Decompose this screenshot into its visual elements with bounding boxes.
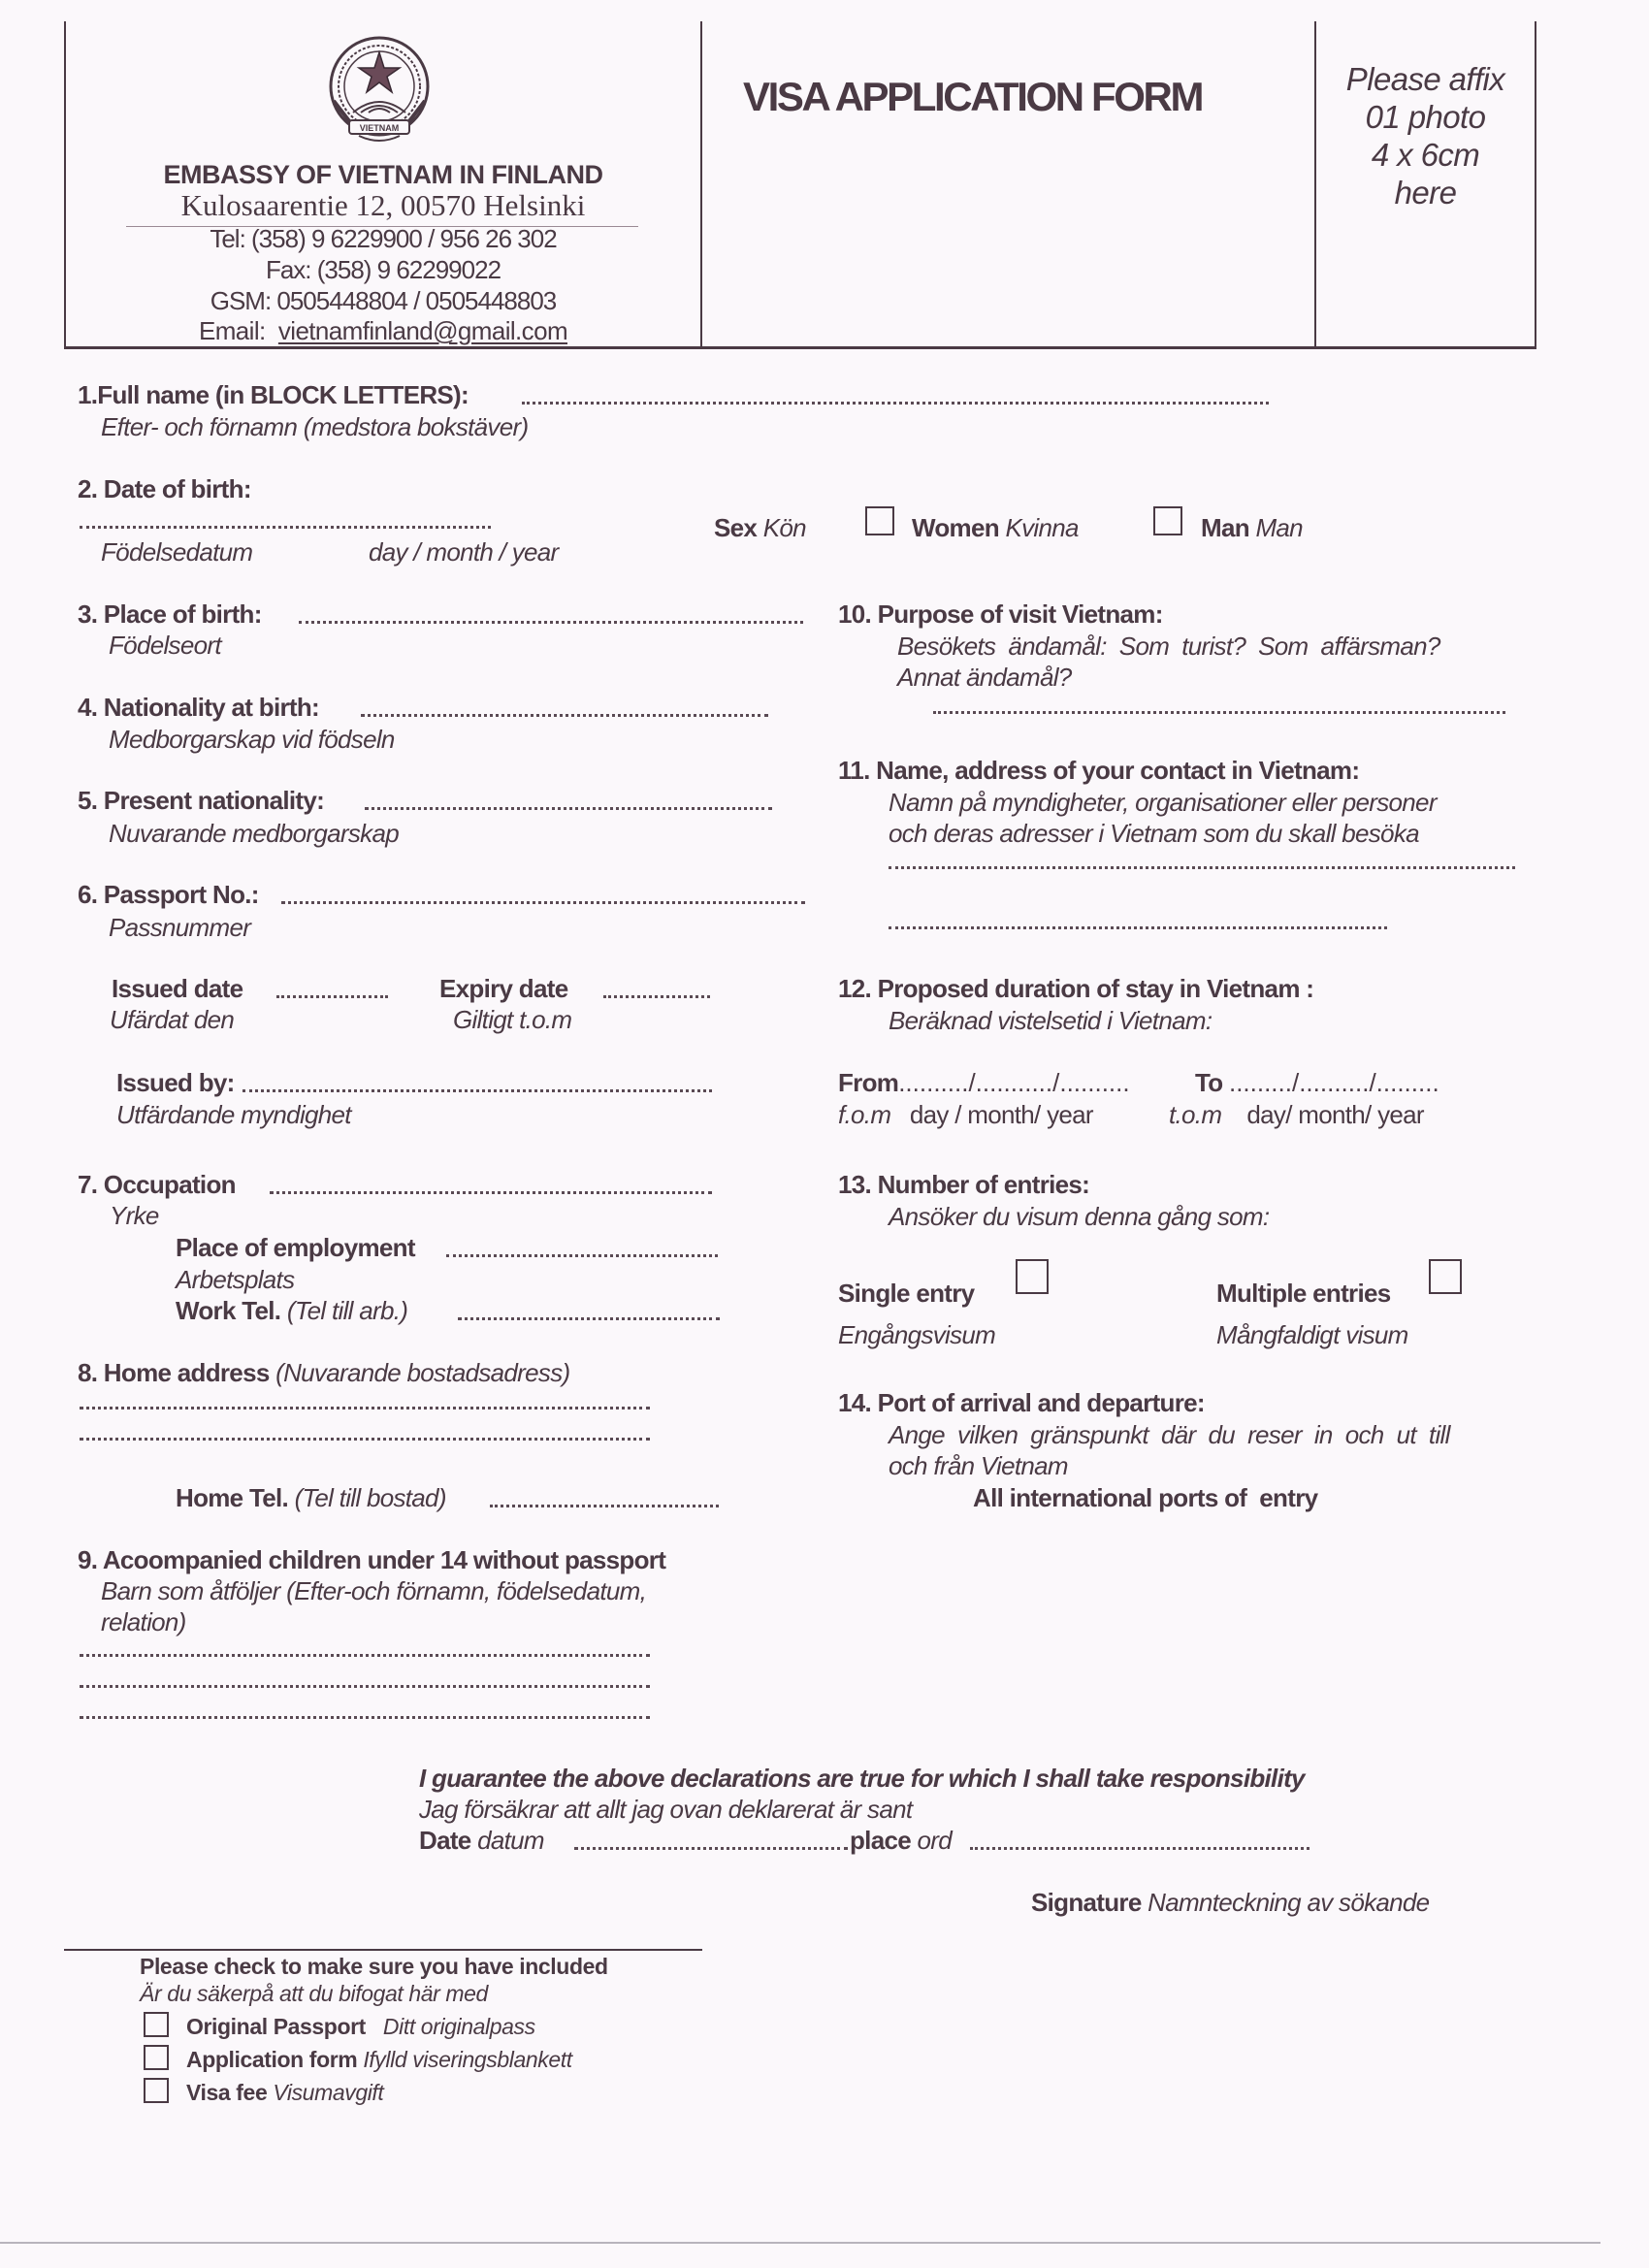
duration-to-row — [1195, 1068, 1439, 1097]
email-link[interactable]: vietnamfinland@gmail.com — [277, 316, 567, 345]
issued-by-input[interactable] — [242, 1089, 712, 1092]
signature-label: Signature — [1031, 1888, 1142, 1917]
dob-format: day / month / year — [369, 537, 559, 567]
work-tel-input[interactable] — [458, 1317, 720, 1320]
photo-note-line: Please affix — [1345, 61, 1505, 97]
application-form-checkbox[interactable] — [144, 2045, 169, 2070]
photo-note — [1316, 60, 1535, 211]
checklist-item — [186, 2080, 383, 2106]
multiple-entries-label: Multiple entries — [1216, 1279, 1391, 1308]
port-value: All international ports of entry — [973, 1483, 1318, 1512]
home-address-input-1[interactable] — [80, 1407, 650, 1409]
children-label: 9. Acoompanied children under 14 without passport — [78, 1545, 666, 1574]
single-entry-label: Single entry — [838, 1279, 975, 1308]
expiry-date-sub: Giltigt t.o.m — [453, 1005, 572, 1034]
purpose-label: 10. Purpose of visit Vietnam: — [838, 599, 1163, 629]
issued-date-input[interactable] — [276, 995, 388, 998]
signature-row — [1031, 1888, 1429, 1917]
header-divider-1 — [700, 21, 702, 349]
man-option — [1201, 513, 1303, 542]
occupation-input[interactable] — [270, 1191, 712, 1194]
duration-sub: Beräknad vistelsetid i Vietnam: — [889, 1006, 1212, 1035]
sex-label: Sex — [714, 513, 758, 542]
duration-from-row — [838, 1068, 1130, 1097]
contact-sub-2: och deras adresser i Vietnam som du skall besöka — [889, 819, 1419, 848]
declaration-date-input[interactable] — [574, 1847, 848, 1850]
entries-sub: Ansöker du visum denna gång som: — [889, 1202, 1270, 1231]
purpose-input[interactable] — [933, 711, 1505, 714]
tom-label: t.o.m — [1169, 1100, 1222, 1129]
work-tel-row — [176, 1296, 407, 1325]
port-label: 14. Port of arrival and departure: — [838, 1388, 1205, 1417]
dob-label: 2. Date of birth: — [78, 474, 251, 503]
nationality-birth-sub: Medborgarskap vid födseln — [109, 725, 395, 754]
photo-note-line: 01 photo — [1365, 99, 1486, 135]
contact-label: 11. Name, address of your contact in Vietnam: — [838, 756, 1360, 785]
contact-input-1[interactable] — [889, 866, 1515, 869]
photo-note-line: here — [1394, 175, 1457, 211]
national-emblem-icon — [324, 33, 435, 149]
email-label: Email: — [198, 316, 266, 345]
multiple-entries-checkbox[interactable] — [1429, 1259, 1462, 1294]
signature-label-sv: Namnteckning av sökande — [1148, 1888, 1430, 1917]
nationality-birth-input[interactable] — [361, 714, 768, 717]
work-tel-sub: (Tel till arb.) — [286, 1296, 408, 1325]
home-address-label: 8. Home address — [78, 1358, 270, 1387]
expiry-date-input[interactable] — [603, 995, 710, 998]
duration-to-format-row — [1169, 1100, 1424, 1129]
port-sub-2: och från Vietnam — [889, 1451, 1068, 1480]
embassy-tel: Tel: (358) 9 6229900 / 956 26 302 — [210, 224, 557, 253]
full-name-sub: Efter- och förnamn (medstora bokstäver) — [101, 412, 529, 441]
checklist-title-sv: Är du säkerpå att du bifogat här med — [140, 1981, 488, 2006]
checklist-item — [186, 2047, 572, 2073]
children-sub-2: relation) — [101, 1607, 186, 1636]
expiry-date-label: Expiry date — [439, 974, 568, 1003]
from-label: From — [838, 1068, 899, 1097]
children-input-1[interactable] — [80, 1654, 650, 1657]
entries-label: 13. Number of entries: — [838, 1170, 1090, 1199]
children-input-2[interactable] — [80, 1685, 650, 1688]
work-tel-label: Work Tel. — [176, 1296, 281, 1325]
multiple-entries-sub: Mångfaldigt visum — [1216, 1320, 1408, 1349]
home-tel-sub: (Tel till bostad) — [294, 1483, 446, 1512]
embassy-address: Kulosaarentie 12, 00570 Helsinki — [180, 188, 586, 222]
emblem-text: VIETNAM — [359, 123, 400, 133]
man-label: Man — [1201, 513, 1249, 542]
dob-input[interactable] — [80, 526, 491, 529]
declaration-place-input[interactable] — [970, 1847, 1310, 1850]
header-right-border — [1535, 21, 1536, 349]
full-name-input[interactable] — [522, 402, 1269, 405]
place-employment-input[interactable] — [446, 1254, 718, 1257]
home-tel-label: Home Tel. — [176, 1483, 289, 1512]
women-option — [912, 513, 1079, 542]
place-employment-sub: Arbetsplats — [176, 1265, 295, 1294]
place-label-sv: ord — [917, 1826, 953, 1855]
checklist-item-label-sv: Visumavgift — [273, 2080, 384, 2105]
duration-format-row — [838, 1100, 1093, 1129]
duration-label: 12. Proposed duration of stay in Vietnam : — [838, 974, 1314, 1003]
visa-fee-checkbox[interactable] — [144, 2078, 169, 2103]
occupation-label: 7. Occupation — [78, 1170, 236, 1199]
passport-no-label: 6. Passport No.: — [78, 880, 259, 909]
contact-sub-1: Namn på myndigheter, organisationer eller personer — [889, 788, 1437, 817]
women-checkbox[interactable] — [865, 506, 894, 535]
checklist-item-label-sv: Ditt originalpass — [382, 2014, 535, 2039]
man-label-sv: Man — [1255, 513, 1303, 542]
nationality-birth-label: 4. Nationality at birth: — [78, 693, 320, 722]
home-address-row — [78, 1358, 569, 1387]
children-sub-1: Barn som åtföljer (Efter-och förnamn, födelsedatum, — [101, 1576, 647, 1605]
sex-label-sv: Kön — [762, 513, 806, 542]
single-entry-checkbox[interactable] — [1016, 1259, 1049, 1294]
declaration-date-row — [419, 1826, 544, 1855]
passport-no-input[interactable] — [281, 901, 805, 904]
sex-row — [714, 513, 806, 542]
checklist-item-label-sv: Ifylld viseringsblankett — [363, 2047, 572, 2072]
children-input-3[interactable] — [80, 1716, 650, 1719]
from-format: day / month/ year — [909, 1100, 1093, 1129]
home-tel-row — [176, 1483, 446, 1512]
occupation-sub: Yrke — [110, 1201, 159, 1230]
embassy-email-row — [66, 316, 700, 346]
declaration-place-row — [850, 1826, 952, 1855]
man-checkbox[interactable] — [1153, 506, 1182, 535]
women-label: Women — [912, 513, 999, 542]
to-label: To — [1195, 1068, 1223, 1097]
present-nationality-sub: Nuvarande medborgarskap — [109, 819, 399, 848]
embassy-name: EMBASSY OF VIETNAM IN FINLAND — [163, 160, 603, 189]
contact-input-2[interactable] — [889, 926, 1387, 929]
checklist-item-label: Application form — [186, 2047, 358, 2072]
checklist-divider — [64, 1949, 702, 1951]
original-passport-checkbox[interactable] — [144, 2012, 169, 2037]
date-label: Date — [419, 1826, 471, 1855]
header-bottom-border — [64, 346, 1536, 349]
photo-note-line: 4 x 6cm — [1371, 137, 1480, 173]
from-date-input[interactable]: ........../.........../.......... — [898, 1068, 1130, 1097]
issued-date-label: Issued date — [112, 974, 243, 1003]
full-name-label: 1.Full name (in BLOCK LETTERS): — [78, 380, 469, 409]
dob-sub: Födelsedatum — [101, 537, 253, 567]
checklist-item-label: Original Passport — [186, 2014, 366, 2039]
issued-by-label: Issued by: — [116, 1068, 235, 1097]
to-format: day/ month/ year — [1246, 1100, 1424, 1129]
issued-by-sub: Utfärdande myndighet — [116, 1100, 351, 1129]
home-address-sub: (Nuvarande bostadsadress) — [275, 1358, 570, 1387]
declaration-text-sv: Jag försäkrar att allt jag ovan deklarerat är sant — [419, 1795, 913, 1824]
form-title: VISA APPLICATION FORM — [743, 74, 1203, 119]
port-sub-1: Ange vilken gränspunkt där du reser in och ut till — [889, 1420, 1450, 1449]
to-date-input[interactable]: ........./........../......... — [1228, 1068, 1439, 1097]
home-tel-input[interactable] — [490, 1505, 719, 1507]
declaration-text: I guarantee the above declarations are true for which I shall take responsibility — [419, 1764, 1305, 1793]
checklist-item-label: Visa fee — [186, 2080, 268, 2105]
issued-date-sub: Ufärdat den — [110, 1005, 235, 1034]
place-label: place — [850, 1826, 911, 1855]
women-label-sv: Kvinna — [1005, 513, 1079, 542]
scan-edge — [0, 2242, 1600, 2244]
home-address-input-2[interactable] — [80, 1438, 650, 1441]
place-of-birth-sub: Födelseort — [109, 631, 221, 660]
purpose-sub-2: Annat ändamål? — [897, 663, 1072, 692]
date-label-sv: datum — [477, 1826, 544, 1855]
single-entry-sub: Engångsvisum — [838, 1320, 996, 1349]
purpose-sub-1: Besökets ändamål: Som turist? Som affärsman? — [897, 632, 1440, 661]
checklist-title: Please check to make sure you have included — [140, 1954, 608, 1979]
place-of-birth-input[interactable] — [299, 621, 803, 624]
embassy-fax: Fax: (358) 9 62299022 — [265, 255, 501, 284]
present-nationality-input[interactable] — [365, 807, 772, 810]
checklist-item — [186, 2014, 535, 2040]
present-nationality-label: 5. Present nationality: — [78, 786, 325, 815]
fom-label: f.o.m — [838, 1100, 891, 1129]
embassy-gsm: GSM: 0505448804 / 0505448803 — [210, 286, 557, 315]
passport-no-sub: Passnummer — [109, 913, 251, 942]
place-employment-label: Place of employment — [176, 1233, 415, 1262]
place-of-birth-label: 3. Place of birth: — [78, 599, 262, 629]
